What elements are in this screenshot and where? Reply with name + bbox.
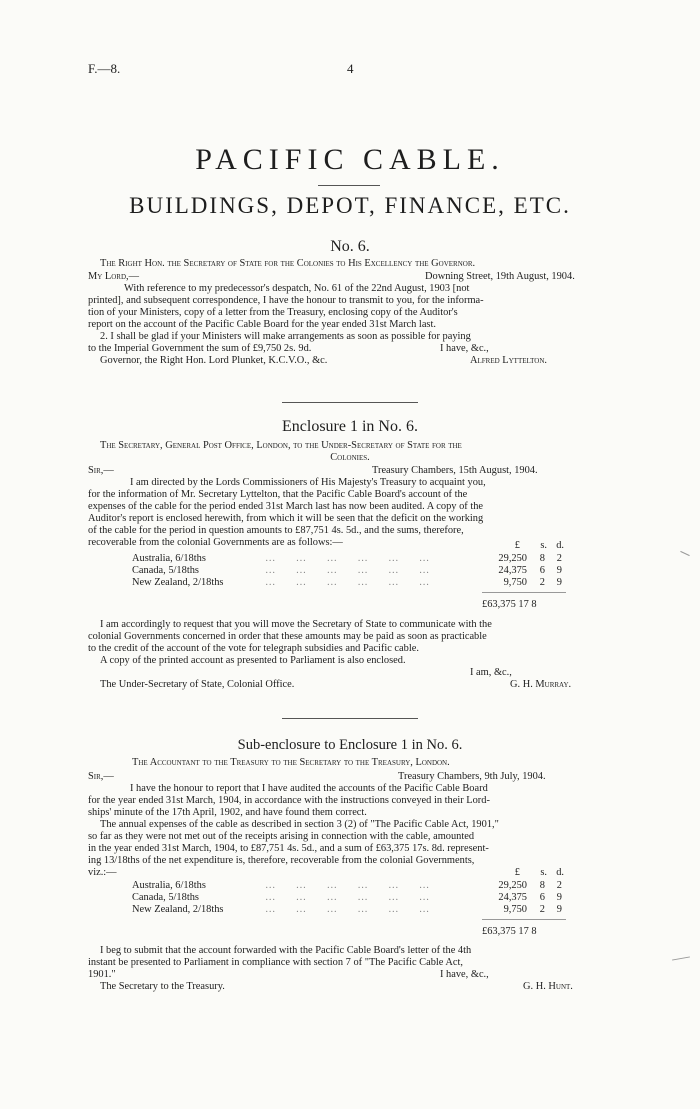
table-cell-pence: 9 <box>556 904 562 915</box>
subenclosure-body-line: I have the honour to report that I have audited the accounts of the Pacific Cable Board <box>130 783 488 794</box>
enclosure-signature: G. H. Murray. <box>510 679 572 690</box>
table-cell-pounds: 29,250 <box>498 880 527 891</box>
enclosure-after-line: colonial Governments concerned in order that these amounts may be paid as soon as practicable <box>88 631 487 642</box>
table-header-pence: d. <box>556 867 564 878</box>
subenclosure-after-line: 1901." <box>88 969 116 980</box>
table-row-label: Canada, 5/18ths <box>132 892 199 903</box>
table-cell-pence: 2 <box>556 880 562 891</box>
table-row-label: New Zealand, 2/18ths <box>132 904 224 915</box>
table-total-rule <box>482 592 566 593</box>
enclosure-after-line: I am accordingly to request that you will move the Secretary of State to communicate with the <box>100 619 492 630</box>
table-cell-shillings: 6 <box>539 892 545 903</box>
subenclosure-body-line: viz.:— <box>88 867 117 878</box>
page-reference: F.—8. <box>88 61 121 76</box>
enclosure-salutation: Sir,— <box>88 465 114 476</box>
enclosure-address-cont: Colonies. <box>330 452 370 463</box>
document-title: PACIFIC CABLE. <box>195 143 505 176</box>
table-header-pence: d. <box>556 540 564 551</box>
table-cell-shillings: 2 <box>539 904 545 915</box>
no6-body-line: report on the account of the Pacific Cable Board for the year ended 31st March last. <box>88 319 436 330</box>
subenclosure-after-line: instant be presented to Parliament in compliance with section 7 of "The Pacific Cable Act, <box>88 957 464 968</box>
table-cell-pounds: 24,375 <box>498 565 527 576</box>
no6-body-line: With reference to my predecessor's despatch, No. 61 of the 22nd August, 1903 [not <box>124 283 470 294</box>
no6-recipient: Governor, the Right Hon. Lord Plunket, K.C.V.O., &c. <box>100 355 328 366</box>
table-total: £63,375 17 8 <box>482 599 537 610</box>
table-header-pounds: £ <box>514 540 520 551</box>
subenclosure-closing: I have, &c., <box>440 969 489 980</box>
enclosure-after-line: A copy of the printed account as presented to Parliament is also enclosed. <box>100 655 406 666</box>
enclosure-address: The Secretary, General Post Office, London, to the Under-Secretary of State for the <box>100 440 462 451</box>
no6-closing: I have, &c., <box>440 343 489 354</box>
enclosure-body-line: for the information of Mr. Secretary Lyttelton, that the Pacific Cable Board's account of the <box>88 489 468 500</box>
no6-body-line: to the Imperial Government the sum of £9,750 2s. 9d. <box>88 343 312 354</box>
table-leader: … … … … … … <box>265 892 432 903</box>
enclosure-body-line: expenses of the cable for the period ended 31st March last has now been audited. A copy of the <box>88 501 484 512</box>
subenclosure-signature: G. H. Hunt. <box>523 981 573 992</box>
enclosure-closing: I am, &c., <box>470 667 512 678</box>
enclosure-body-line: Auditor's report is enclosed herewith, from which it will be seen that the deficit on the working <box>88 513 484 524</box>
subenclosure-body-line: in the year ended 31st March, 1904, to £87,751 4s. 5d., and a sum of £63,375 17s. 8d. represent- <box>88 843 489 854</box>
section-divider <box>282 718 418 719</box>
table-cell-pence: 2 <box>556 553 562 564</box>
table-leader: … … … … … … <box>265 880 432 891</box>
subenclosure-address: The Accountant to the Treasury to the Secretary to the Treasury, London. <box>132 757 450 768</box>
no6-body-line: tion of your Ministers, copy of a letter from the Treasury, enclosing copy of the Auditor's <box>88 307 458 318</box>
section-heading-subenclosure: Sub-enclosure to Enclosure 1 in No. 6. <box>237 737 463 753</box>
table-leader: … … … … … … <box>265 553 432 564</box>
table-leader: … … … … … … <box>265 565 432 576</box>
table-header-shillings: s. <box>540 540 547 551</box>
table-row-label: Australia, 6/18ths <box>132 553 206 564</box>
enclosure-body-line: of the cable for the period in question amounts to £87,751 4s. 5d., and the sums, therefore, <box>88 525 464 536</box>
subenclosure-body-line: ing 13/18ths of the net expenditure is, therefore, recoverable from the colonial Governments, <box>88 855 475 866</box>
table-header-pounds: £ <box>514 867 520 878</box>
subenclosure-body-line: so far as they were not met out of the receipts arising in connection with the cable, amounted <box>88 831 475 842</box>
title-divider <box>318 185 380 186</box>
document-subtitle: BUILDINGS, DEPOT, FINANCE, ETC. <box>129 193 571 218</box>
enclosure-recipient: The Under-Secretary of State, Colonial Office. <box>100 679 295 690</box>
table-cell-shillings: 2 <box>539 577 545 588</box>
no6-address: The Right Hon. the Secretary of State for the Colonies to His Excellency the Governor. <box>100 258 476 269</box>
margin-mark <box>680 551 689 556</box>
table-total-rule <box>482 919 566 920</box>
enclosure-body-line: I am directed by the Lords Commissioners of His Majesty's Treasury to acquaint you, <box>130 477 486 488</box>
enclosure-after-line: to the credit of the account of the vote for telegraph subsidies and Pacific cable. <box>88 643 419 654</box>
section-divider <box>282 402 418 403</box>
table-cell-pence: 9 <box>556 892 562 903</box>
subenclosure-after-line: I beg to submit that the account forwarded with the Pacific Cable Board's letter of the 4th <box>100 945 472 956</box>
table-row-label: New Zealand, 2/18ths <box>132 577 224 588</box>
subenclosure-body-line: ships' minute of the 17th April, 1902, and have found them correct. <box>88 807 367 818</box>
table-cell-shillings: 8 <box>539 553 545 564</box>
subenclosure-dateline: Treasury Chambers, 9th July, 1904. <box>398 771 546 782</box>
table-row-label: Canada, 5/18ths <box>132 565 199 576</box>
no6-body-line: 2. I shall be glad if your Ministers will make arrangements as soon as possible for paying <box>100 331 471 342</box>
enclosure-dateline: Treasury Chambers, 15th August, 1904. <box>372 465 538 476</box>
table-cell-pounds: 29,250 <box>498 553 527 564</box>
no6-dateline: Downing Street, 19th August, 1904. <box>425 271 575 282</box>
table-total: £63,375 17 8 <box>482 926 537 937</box>
margin-mark <box>672 956 690 960</box>
table-cell-shillings: 8 <box>539 880 545 891</box>
subenclosure-body-line: The annual expenses of the cable as described in section 3 (2) of "The Pacific Cable Act, 1901," <box>100 819 499 830</box>
subenclosure-body-line: for the year ended 31st March, 1904, in accordance with the instructions conveyed in their Lord- <box>88 795 490 806</box>
table-leader: … … … … … … <box>265 904 432 915</box>
page-number: 4 <box>347 61 354 76</box>
table-header-shillings: s. <box>540 867 547 878</box>
table-cell-pounds: 9,750 <box>503 577 527 588</box>
subenclosure-salutation: Sir,— <box>88 771 114 782</box>
section-heading-no6: No. 6. <box>330 238 370 255</box>
table-cell-shillings: 6 <box>539 565 545 576</box>
table-cell-pounds: 9,750 <box>503 904 527 915</box>
no6-salutation: My Lord,— <box>88 271 140 282</box>
no6-signature: Alfred Lyttelton. <box>470 355 547 366</box>
table-row-label: Australia, 6/18ths <box>132 880 206 891</box>
table-cell-pence: 9 <box>556 577 562 588</box>
no6-body-line: printed], and subsequent correspondence, I have the honour to transmit to you, for the informa- <box>88 295 484 306</box>
table-cell-pence: 9 <box>556 565 562 576</box>
section-heading-enclosure: Enclosure 1 in No. 6. <box>282 418 418 435</box>
enclosure-body-line: recoverable from the colonial Governments are as follows:— <box>88 537 343 548</box>
table-leader: … … … … … … <box>265 577 432 588</box>
subenclosure-recipient: The Secretary to the Treasury. <box>100 981 225 992</box>
table-cell-pounds: 24,375 <box>498 892 527 903</box>
